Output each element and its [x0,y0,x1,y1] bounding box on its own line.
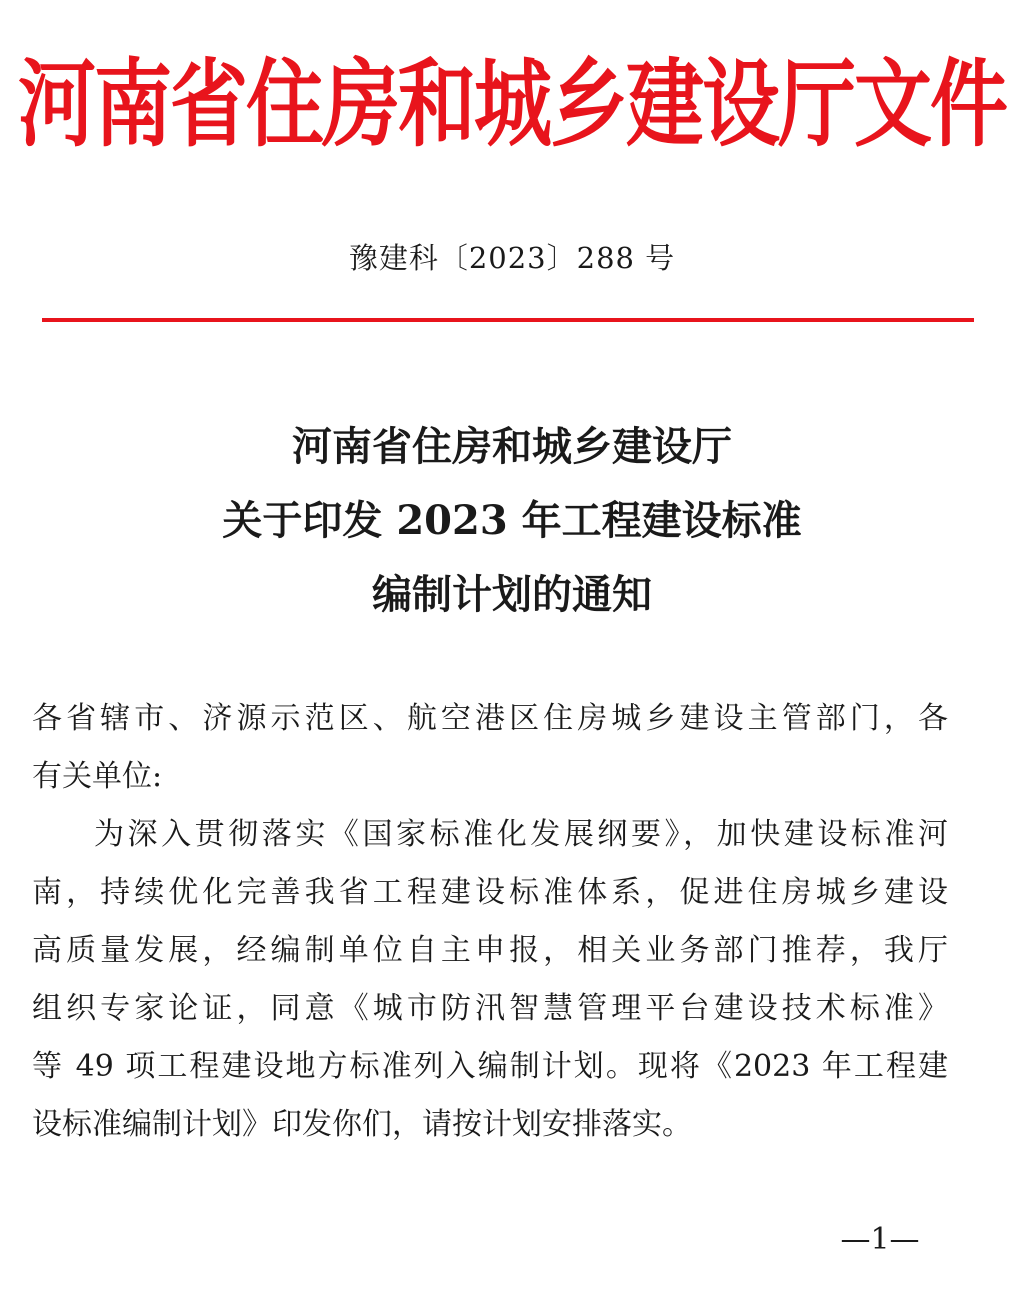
document-body [32,690,948,1154]
paragraph-line-4: 组织专家论证，同意《城市防汛智慧管理平台建设技术标准》 [32,991,948,1026]
document-title [0,410,1024,632]
red-separator-line [42,318,974,322]
document-number: 豫建科〔2023〕288 号 [348,241,676,275]
paragraph-line-2: 南，持续优化完善我省工程建设标准体系，促进住房城乡建设 [32,875,948,910]
addressee-line-1: 各省辖市、济源示范区、航空港区住房城乡建设主管部门，各 [32,701,948,736]
page-number: —1— [840,1222,920,1257]
paragraph-line-5: 等 49 项工程建设地方标准列入编制计划。现将《2023 年工程建 [32,1049,948,1084]
title-line-3: 编制计划的通知 [372,571,652,618]
paragraph-line-3: 高质量发展，经编制单位自主申报，相关业务部门推荐，我厅 [32,933,948,968]
paragraph-line-6: 设标准编制计划》印发你们，请按计划安排落实。 [32,1107,692,1142]
paragraph-line-1: 为深入贯彻落实《国家标准化发展纲要》，加快建设标准河 [94,817,948,852]
title-line-1: 河南省住房和城乡建设厅 [292,423,732,470]
document-masthead: 河南省住房和城乡建设厅文件 [17,50,1006,161]
title-line-2: 关于印发 2023 年工程建设标准 [222,497,802,544]
addressee-line-2: 有关单位: [32,759,163,794]
